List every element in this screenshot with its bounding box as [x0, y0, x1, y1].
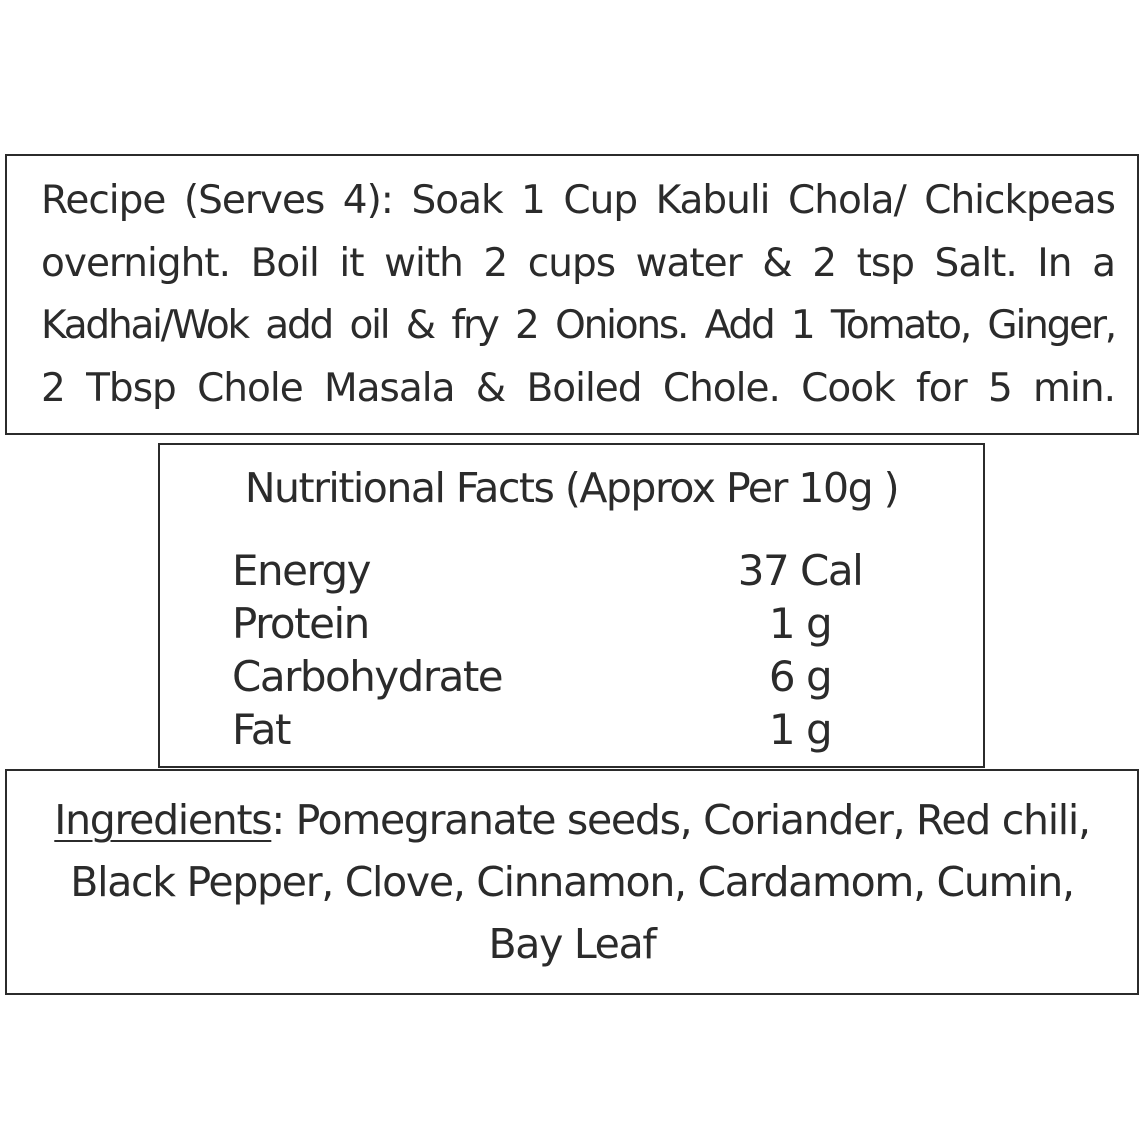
recipe-box [5, 154, 1139, 435]
nutrition-row-carbohydrate [160, 651, 983, 703]
nutrition-row-energy [160, 545, 983, 597]
ingredients-text: : Pomegranate seeds, Coriander, Red chili, [271, 796, 1090, 844]
nutrient-name: Energy [232, 546, 371, 595]
nutrient-name: Carbohydrate [232, 652, 503, 701]
nutrient-value: 37 Cal [737, 546, 863, 595]
recipe-line: Kadhai/Wok add oil & fry 2 Onions. Add 1 Tomato, Ginger, [41, 303, 1115, 348]
nutrient-name: Fat [232, 705, 291, 754]
nutrient-value: 1 g [768, 599, 832, 648]
recipe-line: overnight. Boil it with 2 cups water & 2 tsp Salt. In a [41, 240, 1115, 286]
nutrition-facts-box [158, 443, 985, 768]
nutrition-row-fat [160, 704, 983, 756]
nutrient-value: 1 g [768, 705, 832, 754]
nutrient-name: Protein [232, 599, 369, 648]
recipe-line: Recipe (Serves 4): Soak 1 Cup Kabuli Chola/ Chickpeas [41, 178, 1115, 223]
ingredients-line: Black Pepper, Clove, Cinnamon, Cardamom, Cumin, [70, 858, 1074, 906]
ingredients-label: Ingredients [54, 796, 272, 844]
nutrition-row-protein [160, 598, 983, 650]
recipe-line: 2 Tbsp Chole Masala & Boiled Chole. Cook for 5 min. [41, 365, 1115, 411]
ingredients-box [5, 769, 1139, 995]
nutrient-value: 6 g [768, 652, 832, 701]
ingredients-line [7, 789, 1137, 851]
ingredients-line: Bay Leaf [488, 920, 656, 968]
nutrition-facts-title: Nutritional Facts (Approx Per 10g ) [244, 464, 899, 512]
